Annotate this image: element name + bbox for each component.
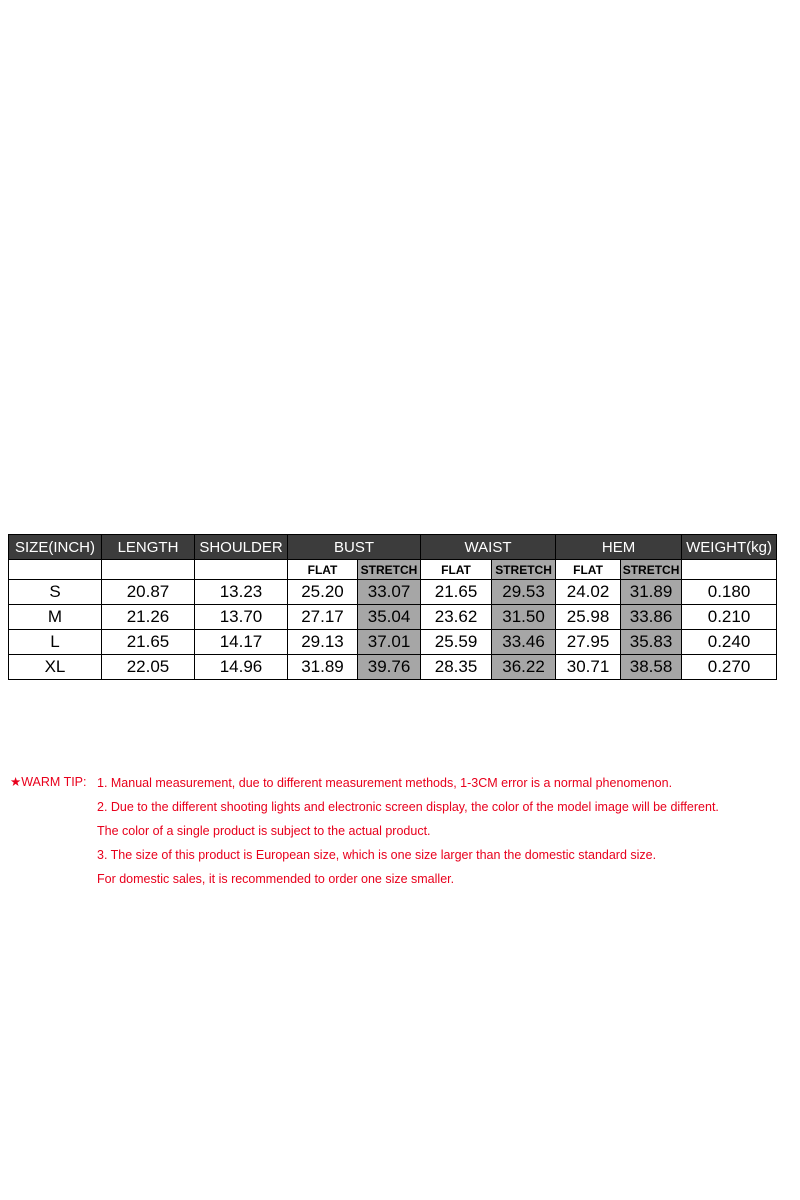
tip-line-4: 3. The size of this product is European size, which is one size larger than the domestic standard size. (97, 848, 657, 862)
tip-line-5: For domestic sales, it is recommended to order one size smaller. (97, 872, 455, 886)
header-row (9, 535, 777, 560)
header-hem: HEM (556, 535, 682, 560)
cell-hem-flat: 30.71 (556, 655, 621, 680)
cell-shoulder: 14.96 (195, 655, 288, 680)
cell-waist-flat: 21.65 (421, 580, 492, 605)
sub-header-waist-flat: FLAT (421, 560, 492, 580)
header-bust: BUST (288, 535, 421, 560)
cell-waist-stretch: 29.53 (492, 580, 556, 605)
cell-shoulder: 13.23 (195, 580, 288, 605)
header-waist: WAIST (421, 535, 556, 560)
sub-header-bust-flat: FLAT (288, 560, 358, 580)
header-weight: WEIGHT(kg) (682, 535, 777, 560)
sub-header-empty (102, 560, 195, 580)
cell-bust-stretch: 37.01 (358, 630, 421, 655)
cell-waist-stretch: 31.50 (492, 605, 556, 630)
cell-size: M (9, 605, 102, 630)
cell-weight: 0.180 (682, 580, 777, 605)
cell-weight: 0.270 (682, 655, 777, 680)
warm-tip-text: WARM TIP: (21, 775, 87, 789)
cell-waist-flat: 25.59 (421, 630, 492, 655)
header-size: SIZE(INCH) (9, 535, 102, 560)
table-row (9, 630, 777, 655)
size-chart-table (8, 534, 777, 680)
cell-length: 21.65 (102, 630, 195, 655)
cell-hem-flat: 27.95 (556, 630, 621, 655)
cell-weight: 0.240 (682, 630, 777, 655)
cell-waist-flat: 28.35 (421, 655, 492, 680)
cell-length: 20.87 (102, 580, 195, 605)
tip-line-2: 2. Due to the different shooting lights and electronic screen display, the color of the model image will be different. (97, 800, 719, 814)
tip-line-1: 1. Manual measurement, due to different measurement methods, 1-3CM error is a normal phenomenon. (97, 776, 673, 790)
cell-length: 21.26 (102, 605, 195, 630)
cell-bust-stretch: 39.76 (358, 655, 421, 680)
cell-hem-stretch: 35.83 (621, 630, 682, 655)
sub-header-empty (9, 560, 102, 580)
cell-size: L (9, 630, 102, 655)
sub-header-empty (682, 560, 777, 580)
table-row (9, 580, 777, 605)
cell-bust-stretch: 35.04 (358, 605, 421, 630)
cell-bust-flat: 25.20 (288, 580, 358, 605)
cell-hem-stretch: 31.89 (621, 580, 682, 605)
sub-header-hem-flat: FLAT (556, 560, 621, 580)
cell-hem-flat: 24.02 (556, 580, 621, 605)
cell-waist-stretch: 33.46 (492, 630, 556, 655)
tip-line-3: The color of a single product is subject to the actual product. (97, 824, 431, 838)
cell-shoulder: 14.17 (195, 630, 288, 655)
sub-header-waist-stretch: STRETCH (492, 560, 556, 580)
sub-header-empty (195, 560, 288, 580)
cell-shoulder: 13.70 (195, 605, 288, 630)
star-icon: ★ (10, 775, 22, 789)
cell-length: 22.05 (102, 655, 195, 680)
sub-header-hem-stretch: STRETCH (621, 560, 682, 580)
cell-size: XL (9, 655, 102, 680)
sub-header-bust-stretch: STRETCH (358, 560, 421, 580)
cell-waist-stretch: 36.22 (492, 655, 556, 680)
header-shoulder: SHOULDER (195, 535, 288, 560)
cell-bust-flat: 29.13 (288, 630, 358, 655)
header-length: LENGTH (102, 535, 195, 560)
sub-header-row (9, 560, 777, 580)
cell-waist-flat: 23.62 (421, 605, 492, 630)
cell-hem-stretch: 38.58 (621, 655, 682, 680)
cell-hem-stretch: 33.86 (621, 605, 682, 630)
table-row (9, 655, 777, 680)
cell-hem-flat: 25.98 (556, 605, 621, 630)
cell-weight: 0.210 (682, 605, 777, 630)
cell-bust-flat: 31.89 (288, 655, 358, 680)
cell-size: S (9, 580, 102, 605)
warm-tip-label (10, 774, 87, 789)
table-row (9, 605, 777, 630)
cell-bust-flat: 27.17 (288, 605, 358, 630)
cell-bust-stretch: 33.07 (358, 580, 421, 605)
